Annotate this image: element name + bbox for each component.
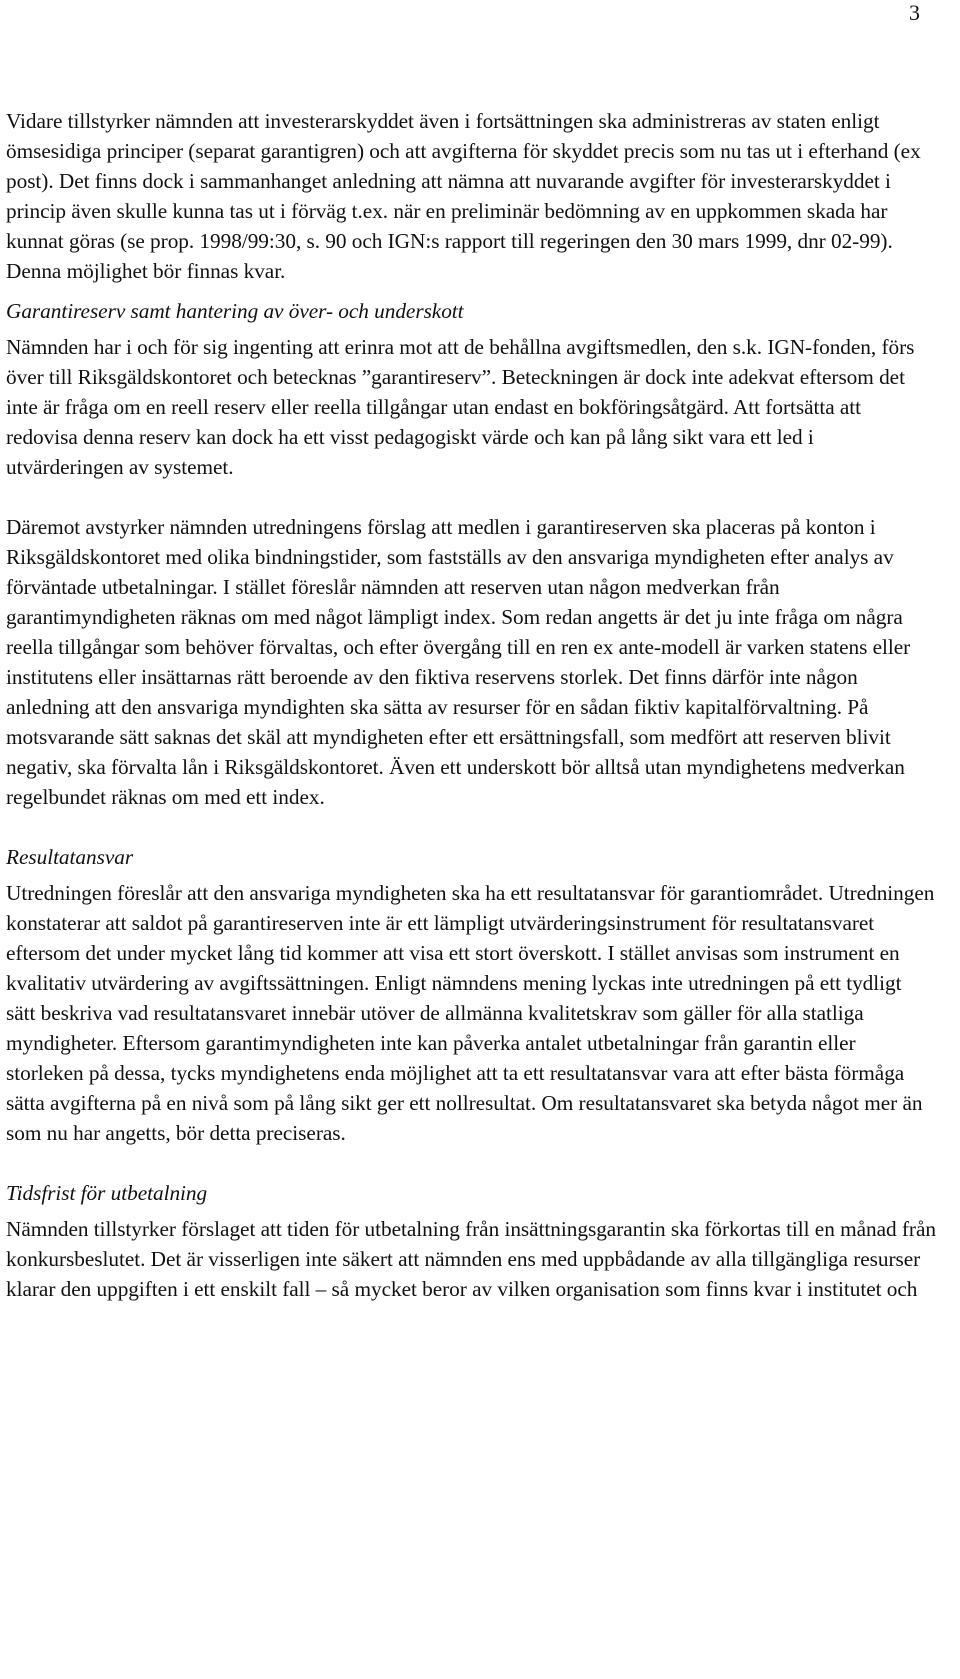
- document-body: [6, 106, 936, 1304]
- heading-payout-deadline: Tidsfrist för utbetalning: [6, 1181, 208, 1205]
- paragraph-investor-protection: Vidare tillstyrker nämnden att investerarskyddet även i fortsättningen ska administreras av staten enligt ömsesidiga principer (separat garantigren) och att avgifterna för skyddet precis som nu tas ut i efterhand (ex post). Det finns dock i sammanhanget anledning att nämna att nuvarande avgifter för investerarskyddet i princip även skulle kunna tas ut i förväg t.ex. när en preliminär bedömning av en uppkommen skada har kunnat göras (se prop. 1998/99:30, s. 90 och IGN:s rapport till regeringen den 30 mars 1999, dnr 02-99). Denna möjlighet bör finnas kvar.: [6, 109, 921, 283]
- paragraph-payout-deadline: Nämnden tillstyrker förslaget att tiden för utbetalning från insättningsgarantin ska förkortas till en månad från konkursbeslutet. Det är visserligen inte säkert att nämnden ens med uppbådande av alla tillgängliga resurser klarar den uppgiften i ett enskilt fall – så mycket beror av vilken organisation som finns kvar i institutet och: [6, 1217, 936, 1301]
- page-number: 3: [909, 0, 920, 25]
- heading-performance-responsibility: Resultatansvar: [6, 845, 134, 869]
- heading-guarantee-reserve: Garantireserv samt hantering av över- och underskott: [6, 299, 464, 323]
- paragraph-reserve-placement: Däremot avstyrker nämnden utredningens förslag att medlen i garantireserven ska placeras på konton i Riksgäldskontoret med olika bindningstider, som fastställs av den ansvariga myndigheten efter analys av förväntade utbetalningar. I stället föreslår nämnden att reserven utan någon medverkan från garantimyndigheten räknas om med något lämpligt index. Som redan angetts är det ju inte fråga om några reella tillgångar som behöver förvaltas, och efter övergång till en ren ex ante-modell är varken statens eller institutens eller insättarnas rätt beroende av den fiktiva reservens storlek. Det finns därför inte någon anledning att den ansvariga myndighten ska sätta av resurser för en sådan fiktiv kapitalförvaltning. På motsvarande sätt saknas det skäl att myndigheten efter ett ersättningsfall, som medfört att reserven blivit negativ, ska förvalta lån i Riksgäldskontoret. Även ett underskott bör alltså utan myndighetens medverkan regelbundet räknas om med ett index.: [6, 515, 911, 809]
- paragraph-performance-responsibility: Utredningen föreslår att den ansvariga myndigheten ska ha ett resultatansvar för garantiområdet. Utredningen konstaterar att saldot på garantireserven inte är ett lämpligt utvärderingsinstrument för resultatansvaret eftersom det under mycket lång tid kommer att visa ett stort överskott. I stället anvisas som instrument en kvalitativ utvärdering av avgiftssättningen. Enligt nämndens mening lyckas inte utredningen på ett tydligt sätt beskriva vad resultatansvaret innebär utöver de allmänna kvalitetskrav som gäller för alla statliga myndigheter. Eftersom garantimyndigheten inte kan påverka antalet utbetalningar från garantin eller storleken på dessa, tycks myndighetens enda möjlighet att ta ett resultatansvar vara att efter bästa förmåga sätta avgifterna på en nivå som på lång sikt ger ett nollresultat. Om resultatansvaret ska betyda något mer än som nu har angetts, bör detta preciseras.: [6, 881, 935, 1145]
- paragraph-ign-fund: Nämnden har i och för sig ingenting att erinra mot att de behållna avgiftsmedlen, den s.k. IGN-fonden, förs över till Riksgäldskontoret och betecknas ”garantireserv”. Beteckningen är dock inte adekvat eftersom det inte är fråga om en reell reserv eller reella tillgångar utan endast en bokföringsåtgärd. Att fortsätta att redovisa denna reserv kan dock ha ett visst pedagogiskt värde och kan på lång sikt vara ett led i utvärderingen av systemet.: [6, 335, 915, 479]
